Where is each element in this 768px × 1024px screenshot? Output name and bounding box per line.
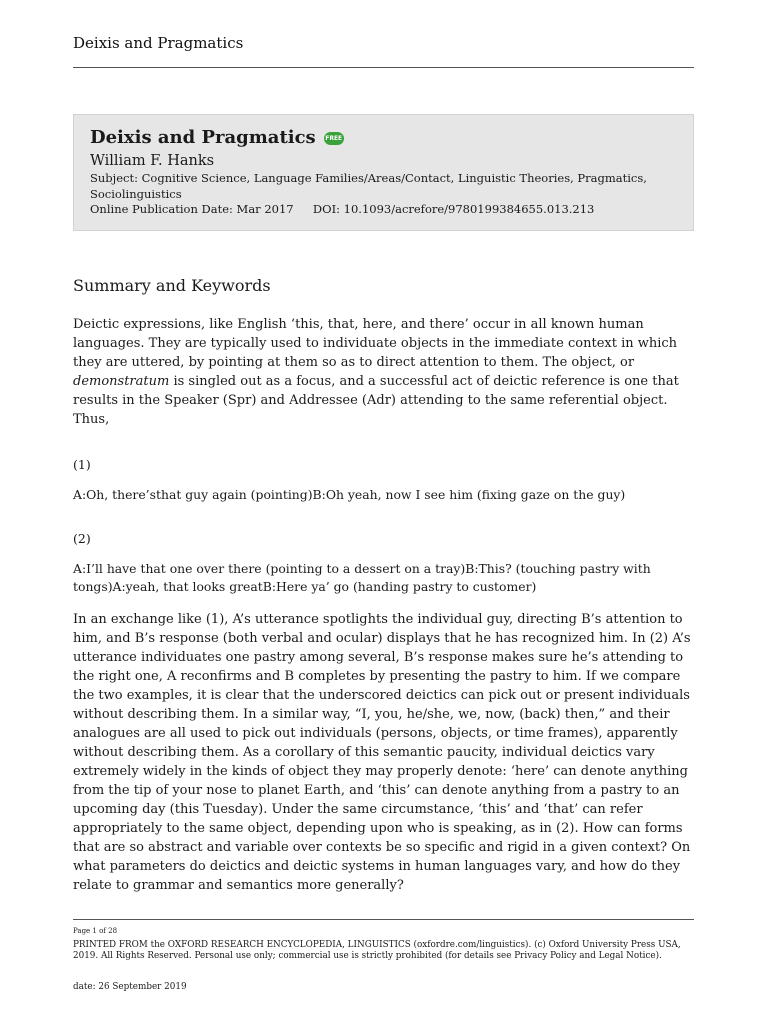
summary-body-paragraph: In an exchange like (1), A’s utterance spotlights the individual guy, directing B’s attention to him, and B’s response (both verbal and ocular) displays that he has recognized him. In (2) A’s utterance individuates one pastry among several, B’s response makes sure he’s attending to the right one, A reconfirms and B completes by presenting the pastry to him. If we compare the two examples, it is clear that the underscored deictics can pick out or present individuals without describing them. In a similar way, “I, you, he/she, we, now, (back) then,” and their analogues are all used to pick out individuals (persons, objects, or time frames), apparently without describing them. As a corollary of this semantic paucity, individual deictics vary extremely widely in the kinds of object they may properly denote: ‘here’ can denote anything from the tip of your nose to planet Earth, and ‘this’ can denote anything from a pastry to an upcoming day (this Tuesday). Under the same circumstance, ‘this’ and ‘that’ can refer appropriately to the same object, depending upon who is speaking, as in (2). How can forms that are so abstract and variable over contexts be so specific and rigid in a given context? On what parameters do deictics and deictic systems in human languages vary, and how do they relate to grammar and semantics more generally? [73,612,691,893]
article-title: Deixis and Pragmatics [90,127,316,148]
example-2-number: (2) [73,531,91,546]
subject-value: Cognitive Science, Language Families/Areas/Contact, Linguistic Theories, Pragmatics, Sociolinguistics [90,171,647,201]
article-subject [90,171,677,202]
page-number: Page 1 of 28 [73,927,118,935]
article-publication-info [90,202,677,218]
example-1-number: (1) [73,457,91,472]
example-1-text: A:Oh, there’sthat guy again (pointing)B:Oh yeah, now I see him (fixing gaze on the guy) [73,487,626,502]
article-title-row [90,125,677,151]
summary-intro-paragraph [73,315,694,429]
summary-heading: Summary and Keywords [73,276,271,295]
footer-divider [73,919,694,920]
doi-label: DOI: [312,202,340,216]
doi-value[interactable]: 10.1093/acrefore/9780199384655.013.213 [343,202,595,216]
article-author[interactable]: William F. Hanks [90,153,215,169]
header-divider [73,67,694,68]
free-badge-icon: FREE [324,132,344,145]
example-2-text: A:I’ll have that one over there (pointing to a dessert on a tray)B:This? (touching pastry with tongs)A:yeah, that looks greatB:Here ya’ go (handing pastry to customer) [73,561,651,594]
article-metadata-box [73,114,694,231]
running-head: Deixis and Pragmatics [73,34,244,52]
intro-italic-term: demonstratum [73,374,170,389]
pubdate-label: Online Publication Date: [90,202,233,216]
copyright-notice: PRINTED FROM the OXFORD RESEARCH ENCYCLOPEDIA, LINGUISTICS (oxfordre.com/linguistics). (c) Oxford University Press USA, 2019. All Rights Reserved. Personal use only; commercial use is strictly prohibited (for details see Privacy Policy and Legal Notice). [73,940,681,961]
pubdate-value: Mar 2017 [236,202,294,216]
subject-label: Subject: [90,171,138,185]
print-date: date: 26 September 2019 [73,982,187,992]
intro-text-1: Deictic expressions, like English ‘this, that, here, and there’ occur in all known human languages. They are typically used to individuate objects in the immediate context in which they are uttered, by pointing at them so as to direct attention to them. The object, or [73,317,678,370]
intro-text-2: is singled out as a focus, and a successful act of deictic reference is one that results in the Speaker (Spr) and Addressee (Adr) attending to the same referential object. Thus, [73,374,679,427]
